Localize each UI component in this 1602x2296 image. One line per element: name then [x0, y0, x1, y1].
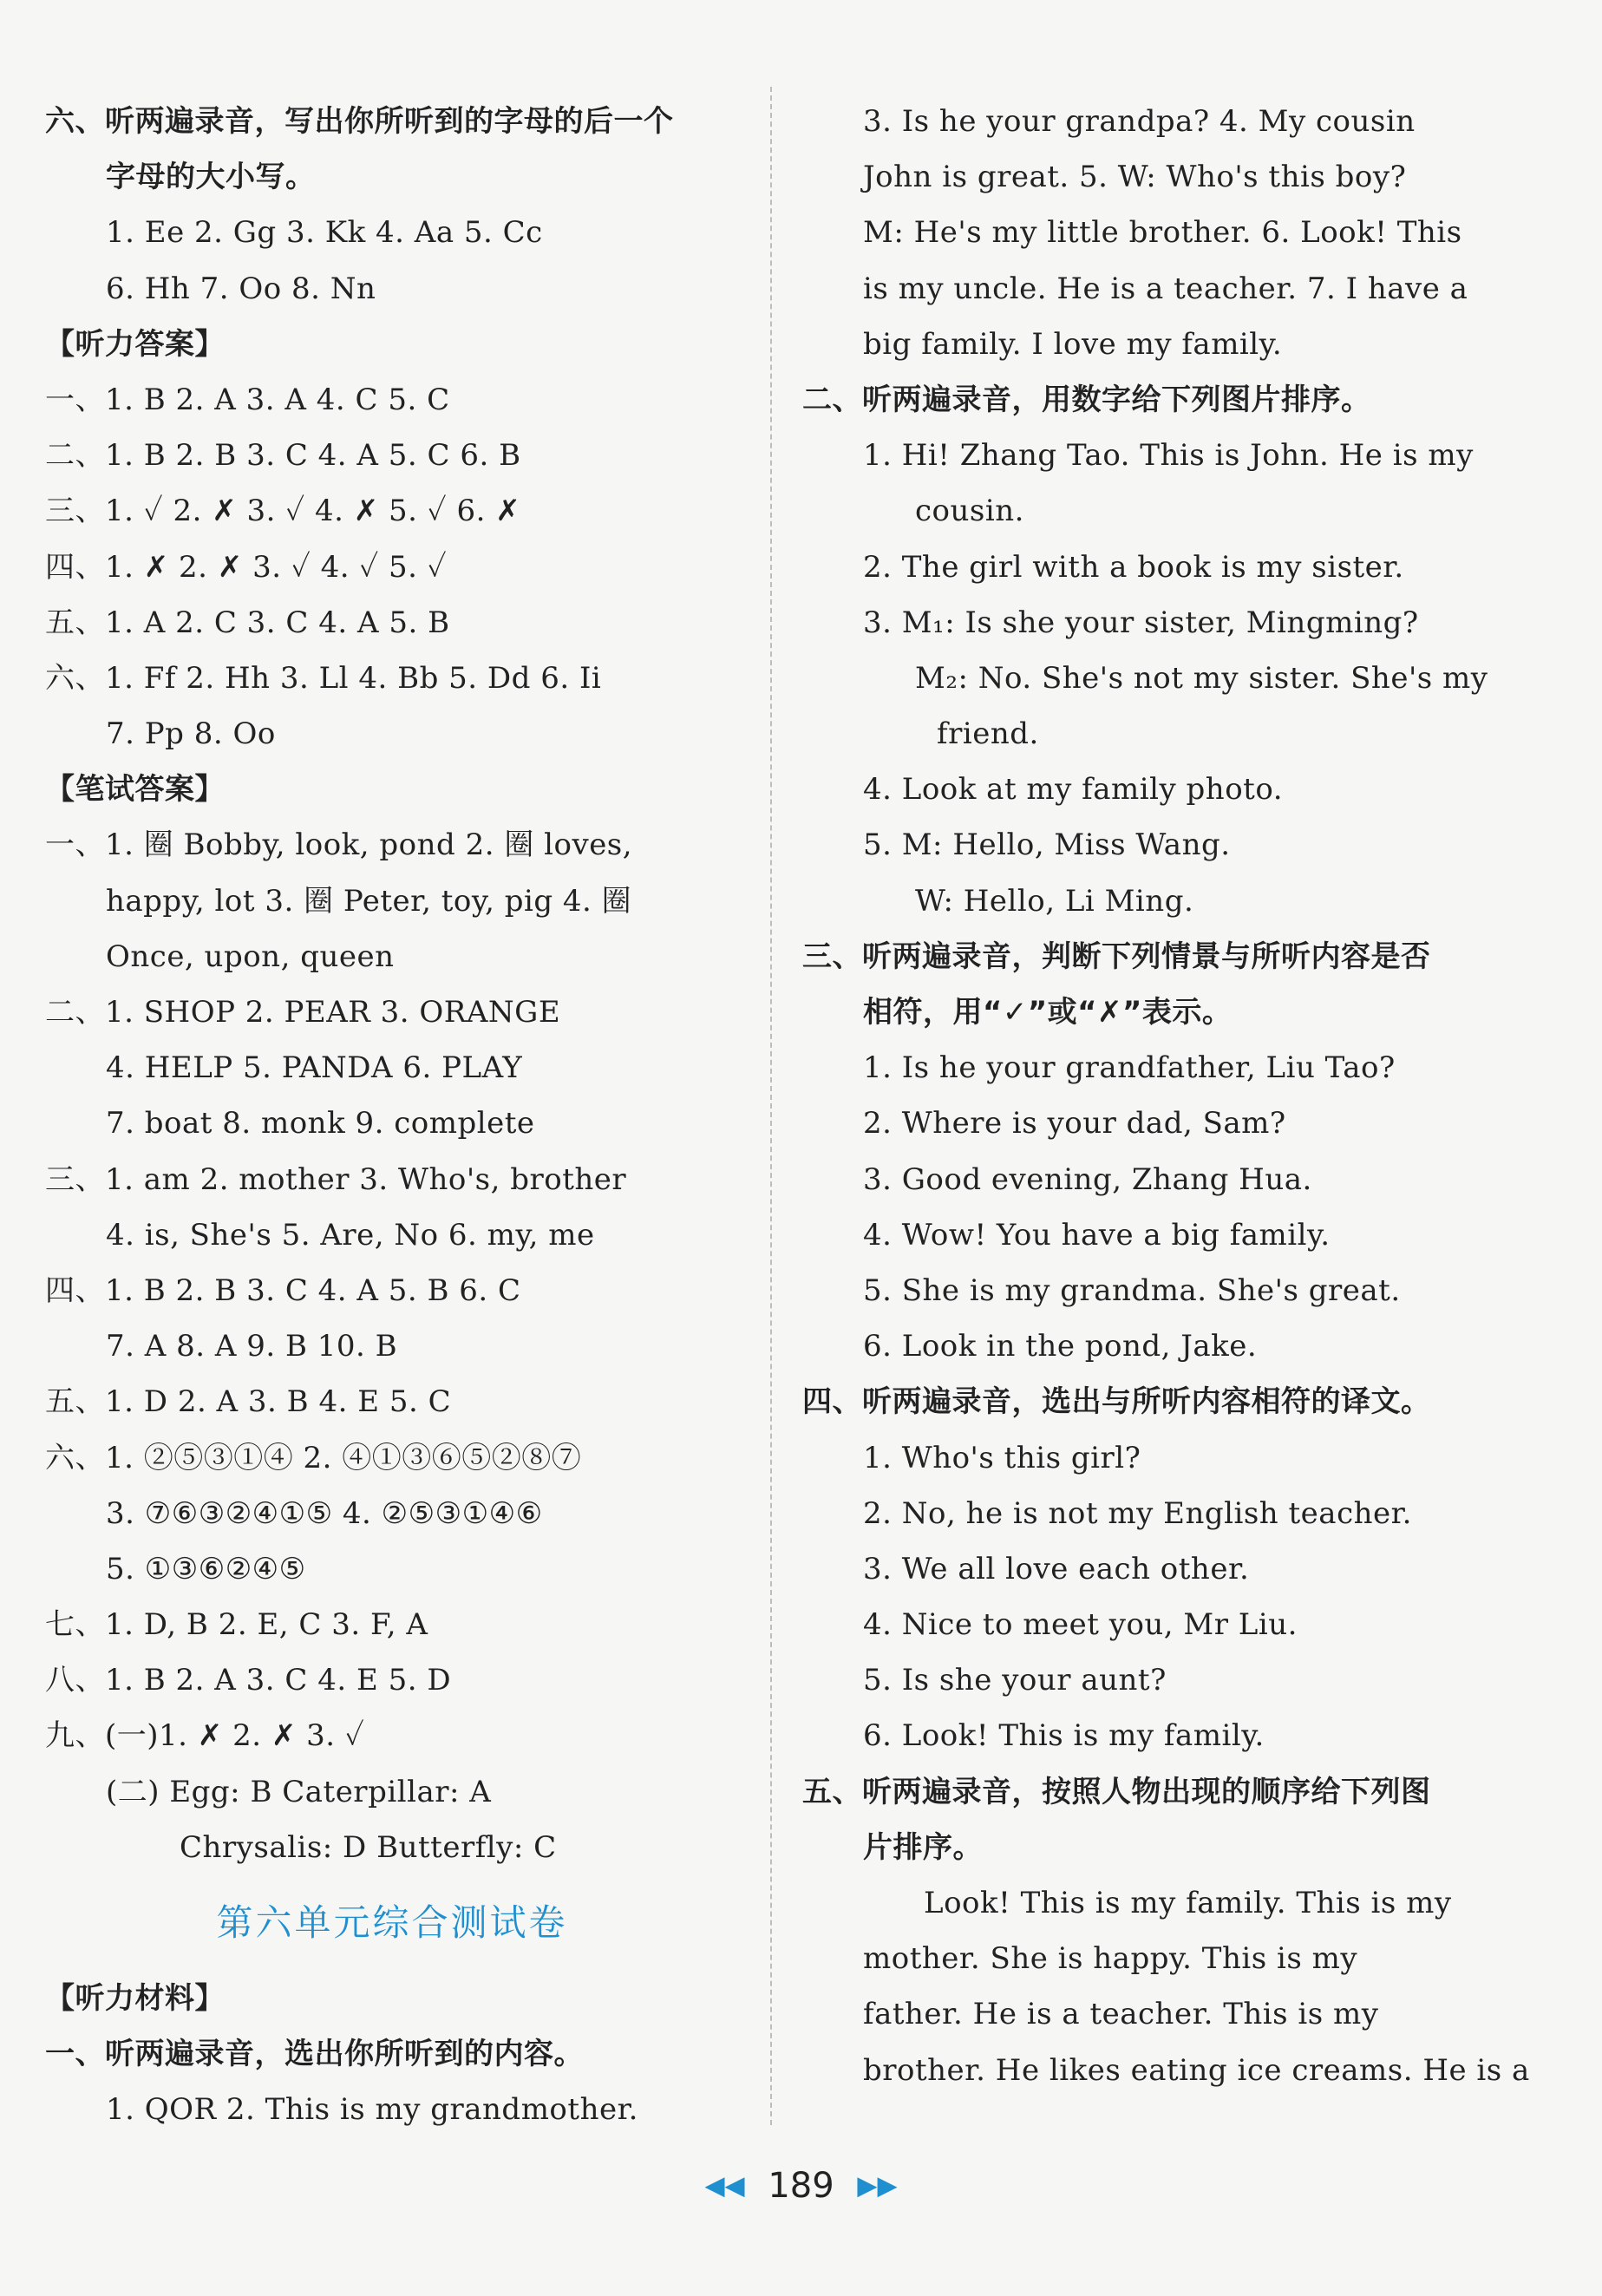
text-line: 相符，用“✓”或“✗”表示。: [863, 995, 1233, 1030]
text-line: 四、听两遍录音，选出与所听内容相符的译文。: [802, 1384, 1431, 1420]
text-line: 3. M₁: Is she your sister, Mingming?: [863, 605, 1419, 640]
text-line: 2. Where is your dad, Sam?: [863, 1106, 1286, 1141]
prev-page-icon[interactable]: ◀◀: [704, 2170, 745, 2201]
text-line: 五、听两遍录音，按照人物出现的顺序给下列图: [802, 1774, 1431, 1809]
text-line: 2. No, he is not my English teacher.: [863, 1495, 1412, 1531]
text-line: is my uncle. He is a teacher. 7. I have a: [863, 271, 1468, 306]
text-line: 5. Is she your aunt?: [863, 1663, 1167, 1698]
text-line: 六、听两遍录音，写出你所听到的字母的后一个: [45, 104, 674, 139]
text-line: happy, lot 3. 圈 Peter, toy, pig 4. 圈: [106, 883, 632, 919]
text-line: brother. He likes eating ice creams. He is a: [863, 2052, 1530, 2088]
text-line: 7. A 8. A 9. B 10. B: [106, 1329, 398, 1364]
text-line: 六、1. ②⑤③①④ 2. ④①③⑥⑤②⑧⑦: [45, 1440, 582, 1475]
text-line: father. He is a teacher. This is my: [863, 1997, 1379, 2032]
text-line: 7. boat 8. monk 9. complete: [106, 1106, 535, 1141]
text-line: 5. M: Hello, Miss Wang.: [863, 827, 1231, 863]
text-line: 6. Look! This is my family.: [863, 1718, 1265, 1754]
text-line: Once, upon, queen: [106, 939, 395, 974]
right-listening-material: [802, 94, 1530, 2098]
text-line: 片排序。: [863, 1829, 983, 1865]
text-line: W: Hello, Li Ming.: [915, 883, 1194, 919]
text-line: 【听力答案】: [45, 326, 225, 362]
text-line: 四、1. B 2. B 3. C 4. A 5. B 6. C: [45, 1272, 521, 1308]
text-line: 6. Hh 7. Oo 8. Nn: [106, 271, 376, 306]
text-line: 七、1. D, B 2. E, C 3. F, A: [45, 1607, 428, 1643]
text-line: 4. is, She's 5. Are, No 6. my, me: [106, 1217, 595, 1253]
text-line: 1. Is he your grandfather, Liu Tao?: [863, 1050, 1396, 1086]
left-answer-lines: [45, 94, 739, 1875]
page-footer: [0, 2164, 1602, 2206]
text-line: 【听力材料】: [45, 1981, 225, 2016]
text-line: 1. Who's this girl?: [863, 1440, 1141, 1475]
text-line: 1. Hi! Zhang Tao. This is John. He is my: [863, 438, 1474, 474]
text-line: friend.: [937, 716, 1039, 752]
text-line: (二) Egg: B Caterpillar: A: [106, 1774, 492, 1809]
text-line: 三、1. ✓ 2. ✗ 3. ✓ 4. ✗ 5. ✓ 6. ✗: [45, 494, 521, 529]
left-column: [45, 94, 739, 2138]
text-line: 4. Nice to meet you, Mr Liu.: [863, 1607, 1298, 1643]
text-line: 3. Is he your grandpa? 4. My cousin: [863, 104, 1416, 139]
text-line: 7. Pp 8. Oo: [106, 716, 276, 752]
column-divider: [770, 87, 772, 2125]
text-line: 5. She is my grandma. She's great.: [863, 1272, 1401, 1308]
text-line: M₂: No. She's not my sister. She's my: [915, 660, 1488, 696]
text-line: 二、听两遍录音，用数字给下列图片排序。: [802, 382, 1371, 417]
text-line: John is great. 5. W: Who's this boy?: [863, 160, 1407, 195]
text-line: 6. Look in the pond, Jake.: [863, 1329, 1258, 1364]
text-line: 1. Ee 2. Gg 3. Kk 4. Aa 5. Cc: [106, 215, 543, 251]
text-line: 四、1. ✗ 2. ✗ 3. ✓ 4. ✓ 5. ✓: [45, 549, 448, 585]
text-line: 五、1. A 2. C 3. C 4. A 5. B: [45, 605, 450, 640]
text-line: 三、听两遍录音，判断下列情景与所听内容是否: [802, 939, 1431, 974]
text-line: M: He's my little brother. 6. Look! This: [863, 215, 1462, 251]
text-line: 5. ①③⑥②④⑤: [106, 1551, 306, 1586]
text-line: 4. Look at my family photo.: [863, 772, 1284, 808]
text-line: 字母的大小写。: [106, 160, 316, 195]
text-line: 4. HELP 5. PANDA 6. PLAY: [106, 1050, 523, 1086]
text-line: cousin.: [915, 494, 1024, 529]
text-line: Look! This is my family. This is my: [924, 1886, 1452, 1920]
text-line: 3. We all love each other.: [863, 1551, 1250, 1586]
text-line: 六、1. Ff 2. Hh 3. Ll 4. Bb 5. Dd 6. Ii: [45, 660, 602, 696]
text-line: 3. ⑦⑥③②④①⑤ 4. ②⑤③①④⑥: [106, 1495, 543, 1531]
text-line: 八、1. B 2. A 3. C 4. E 5. D: [45, 1663, 452, 1698]
text-line: 1. QOR 2. This is my grandmother.: [106, 2092, 638, 2128]
left-listening-material: [45, 1971, 739, 2138]
text-line: 二、1. SHOP 2. PEAR 3. ORANGE: [45, 995, 561, 1030]
text-line: mother. She is happy. This is my: [863, 1941, 1358, 1977]
text-line: 五、1. D 2. A 3. B 4. E 5. C: [45, 1384, 452, 1420]
text-line: 一、听两遍录音，选出你所听到的内容。: [45, 2037, 584, 2072]
text-line: big family. I love my family.: [863, 326, 1283, 362]
next-page-icon[interactable]: ▶▶: [857, 2170, 898, 2201]
text-line: 一、1. 圈 Bobby, look, pond 2. 圈 loves,: [45, 827, 633, 863]
text-line: 一、1. B 2. A 3. A 4. C 5. C: [45, 382, 450, 417]
text-line: 【笔试答案】: [45, 772, 225, 808]
text-line: 4. Wow! You have a big family.: [863, 1217, 1331, 1253]
text-line: 二、1. B 2. B 3. C 4. A 5. C 6. B: [45, 438, 521, 474]
unit-title: 第六单元综合测试卷: [216, 1901, 568, 1944]
page-number: 189: [768, 2166, 834, 2206]
text-line: 九、(一)1. ✗ 2. ✗ 3. ✓: [45, 1718, 365, 1754]
text-line: 3. Good evening, Zhang Hua.: [863, 1161, 1312, 1197]
text-line: 三、1. am 2. mother 3. Who's, brother: [45, 1161, 627, 1197]
text-line: Chrysalis: D Butterfly: C: [180, 1829, 557, 1865]
text-line: 2. The girl with a book is my sister.: [863, 549, 1404, 585]
right-column: [802, 94, 1530, 2098]
